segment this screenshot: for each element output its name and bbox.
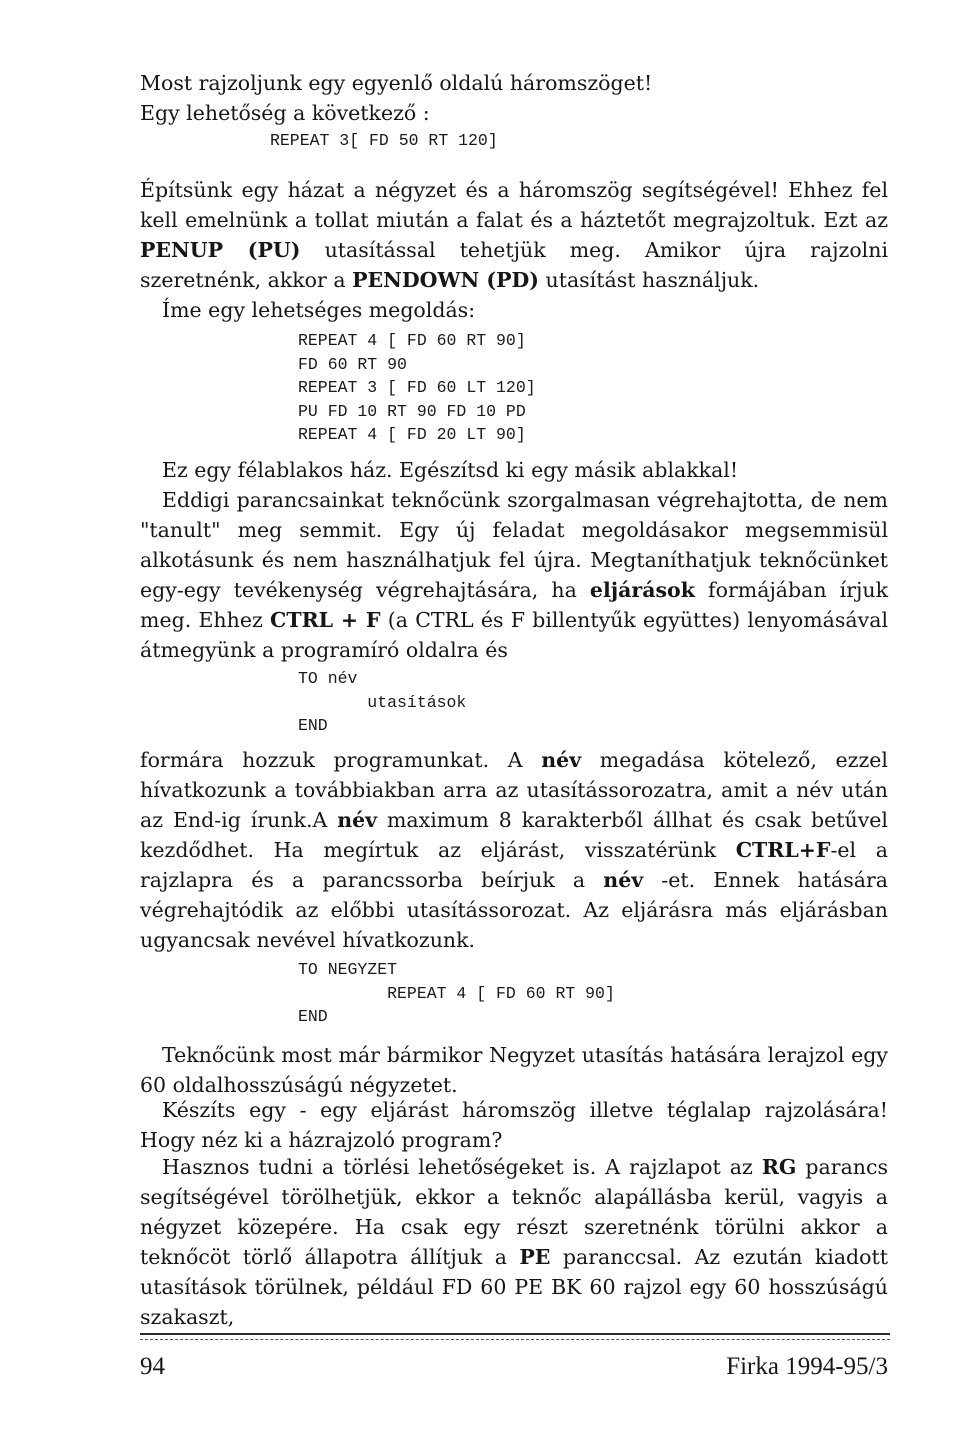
paragraph-intro-line2: Egy lehetőség a következő : [140,101,430,125]
text-segment: (a CTRL és F billentyűk együttes) lenyomásával átmegyünk a programíró oldalra és [140,608,888,662]
code-procedure-template: TO név utasítások END [298,669,467,736]
journal-issue: Firka 1994-95/3 [726,1353,888,1380]
text-segment: paranccsal. Az ezután kiadott utasítások törülnek, például FD 60 PE BK 60 rajzol egy 60 hosszúságú szakaszt, [140,1245,888,1329]
text-segment: maximum 8 karakterből állhat és csak betűvel kezdődhet. Ha megírtuk az eljárást, visszatérünk [140,808,888,862]
text-segment: Hasznos tudni a törlési lehetőségeket is. A rajzlapot az [162,1155,762,1179]
paragraph-square-procedure: Teknőcünk most már bármikor Negyzet utasítás hatására lerajzol egy 60 oldalhosszúságú négyzetet. [140,1043,888,1097]
keyword-ctrl-f: CTRL + F [270,608,381,632]
keyword-pendown: PENDOWN (PD) [352,268,539,292]
text-segment: utasítást használjuk. [538,268,760,292]
paragraph-erase [140,1152,888,1332]
keyword-nev: név [603,868,644,892]
keyword-ctrl-f: CTRL+F [735,838,831,862]
keyword-eljarasok: eljárások [589,578,695,602]
keyword-nev: név [541,748,582,772]
text-segment: megadása kötelező, ezzel hívatkozunk a továbbiakban arra az utasítássorozatra, amit a név után az End-ig írunk.A [140,748,888,832]
keyword-pe: PE [519,1245,551,1269]
text-segment: formájában írjuk meg. Ehhez [140,578,889,632]
keyword-penup: PENUP (PU) [140,238,301,262]
keyword-nev: név [337,808,378,832]
paragraph-procedures [140,485,888,665]
code-negyzet: TO NEGYZET REPEAT 4 [ FD 60 RT 90] END [298,960,615,1027]
page-number: 94 [140,1353,165,1380]
paragraph-intro-line1: Most rajzoljunk egy egyenlő oldalú háromszöget! [140,71,653,95]
paragraph-half-window: Ez egy félablakos ház. Egészítsd ki egy másik ablakkal! [162,458,739,482]
paragraph-house [140,175,888,295]
paragraph-solution-intro: Íme egy lehetséges megoldás: [162,298,476,322]
footer-divider [140,1333,890,1340]
text-segment: utasítással tehetjük meg. Amikor újra rajzolni szeretnénk, akkor a [140,238,888,292]
text-segment: Eddigi parancsainkat teknőcünk szorgalmasan végrehajtotta, de nem "tanult" meg semmit. Egy új feladat megoldásakor megsemmisül alkotásunk és nem használhatjuk fel újra. Megtaníthatjuk teknőcünket egy-egy tevékenység végrehajtására, ha [140,488,888,602]
code-house-solution: REPEAT 4 [ FD 60 RT 90] FD 60 RT 90 REPEAT 3 [ FD 60 LT 120] PU FD 10 RT 90 FD 10 PD REPEAT 4 [ FD 20 LT 90] [298,331,536,445]
paragraph-name-rules [140,745,888,955]
text-segment: Építsünk egy házat a négyzet és a háromszög segítségével! Ehhez fel kell emelnünk a tollat miután a falat és a háztetőt megrajzoltuk. Ezt az [140,178,888,232]
text-segment: parancs segítségével törölhetjük, ekkor a teknőc alapállásba kerül, vagyis a négyzet közepére. Ha csak egy részt szeretnénk törülni akkor a teknőcöt törlő állapotra állítjuk a [140,1155,888,1269]
text-segment: -et. Ennek hatására végrehajtódik az előbbi utasítássorozat. Az eljárásra más eljárásban ugyancsak nevével hívatkozunk. [140,868,889,952]
text-segment: -el a rajzlapra és a parancssorba beírjuk a [140,838,888,892]
keyword-rg: RG [761,1155,797,1179]
text-segment: formára hozzuk programunkat. A [140,748,542,772]
code-triangle: REPEAT 3[ FD 50 RT 120] [270,131,498,150]
paragraph-exercise: Készíts egy - egy eljárást háromszög illetve téglalap rajzolására! Hogy néz ki a házrajzoló program? [140,1098,888,1152]
